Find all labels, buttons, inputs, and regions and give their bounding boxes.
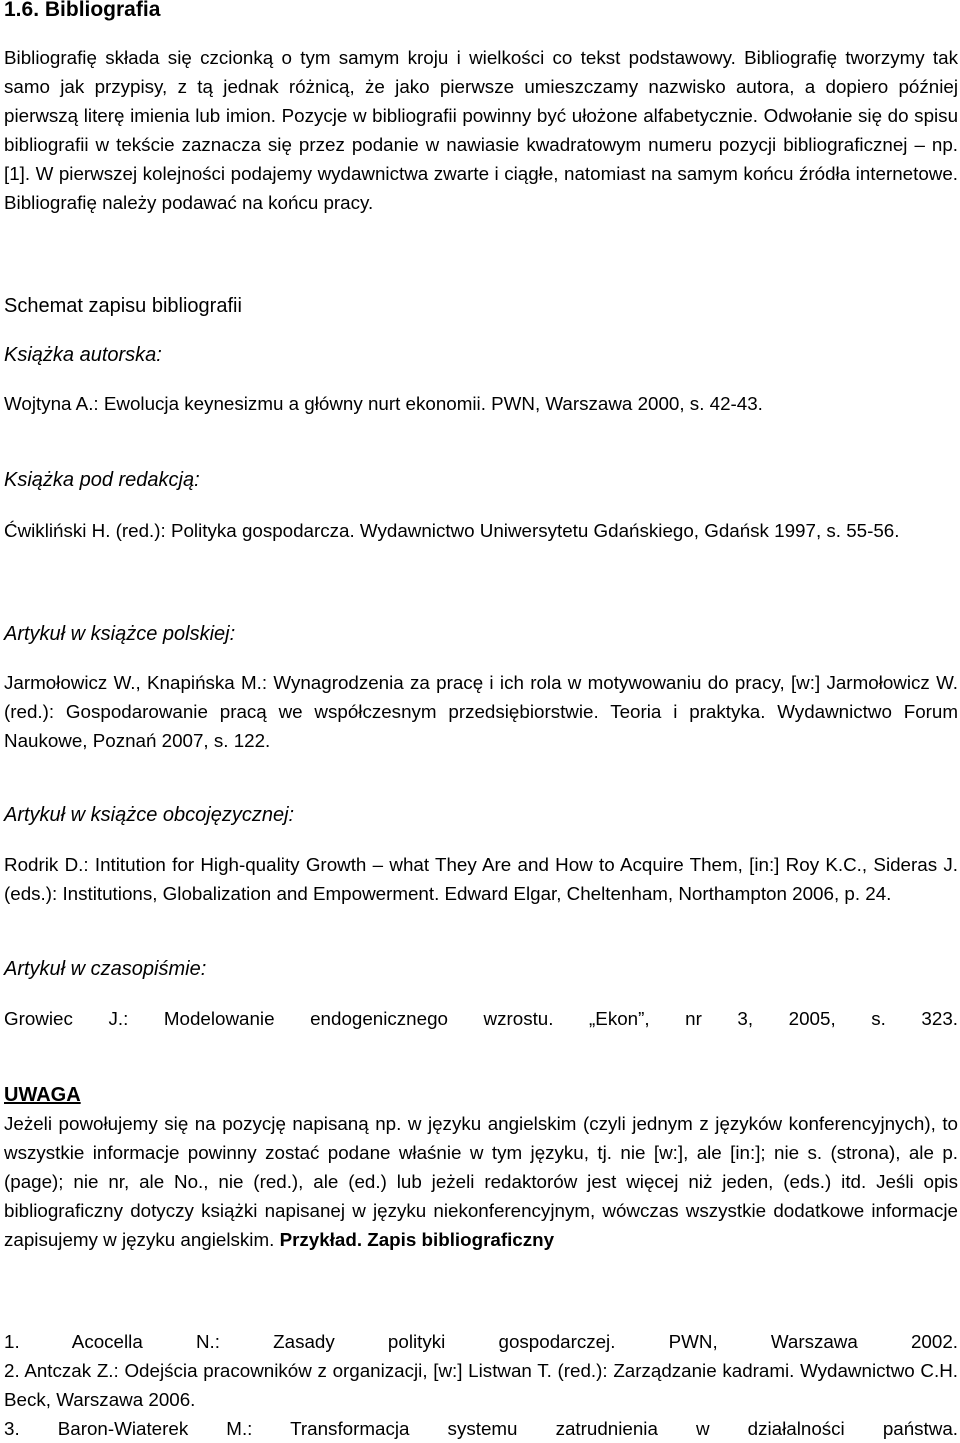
intro-text-part1: Bibliografię składa się czcionką o tym samym kroju i wielkości co tekst podstawowy. Bibliografię tworzymy tak samo jak przypisy, z tą jednak różnicą, że jako pierwsze umieszczamy nazwisko autora, a dopiero później pierwszą literę imienia lub imion. Pozycje w bibliografii powinny być ułożone xyxy=(4,47,958,126)
foreign-chapter-label: Artykuł w książce obcojęzycznej: xyxy=(4,804,295,826)
edited-book-label: Książka pod redakcją: xyxy=(4,469,200,491)
polish-chapter-entry: Jarmołowicz W., Knapińska M.: Wynagrodzenia za pracę i ich rola w motywowaniu do pracy, [w:] Jarmołowicz W. (red.): Gospodarowanie pracą we współczesnym przedsiębiorstwie. Teoria i praktyka. Wydawnictwo Forum Naukowe, Poznań 2007, s. 122. xyxy=(4,672,958,751)
list-item: 1. Acocella N.: Zasady polityki gospodarczej. PWN, Warszawa 2002. xyxy=(4,1331,958,1352)
example-bibliography-list xyxy=(4,1327,958,1443)
journal-article-entry: Growiec J.: Modelowanie endogenicznego wzrostu. „Ekon”, nr 3, 2005, s. 323. xyxy=(4,1008,958,1029)
schema-title: Schemat zapisu bibliografii xyxy=(4,295,242,317)
example-label: Przykład. xyxy=(279,1229,363,1250)
polish-chapter-label: Artykuł w książce polskiej: xyxy=(4,623,236,645)
intro-text-part2: alfabetycznie. Odwołanie się do spisu bibliografii w tekście zaznacza się przez podanie w nawiasie kwadratowym numeru pozycji bibliograficznej – np. [1]. W pierwszej kolejności podajemy wydawnictwa zwarte i ciągłe, natomiast na samym końcu źródła internetowe. Bibliografię należy podawać na końcu pracy. xyxy=(4,105,959,213)
authored-book-label: Książka autorska: xyxy=(4,344,162,366)
intro-paragraph xyxy=(4,43,958,217)
list-item: 2. Antczak Z.: Odejścia pracowników z organizacji, [w:] Listwan T. (red.): Zarządzanie kadrami. Wydawnictwo C.H. Beck, Warszawa 2006. xyxy=(4,1360,958,1410)
authored-book-entry: Wojtyna A.: Ewolucja keynesizmu a główny nurt ekonomii. PWN, Warszawa 2000, s. 42-43. xyxy=(4,393,763,414)
warning-text: Jeżeli powołujemy się na pozycję napisaną np. w języku angielskim (czyli jednym z języków konferencyjnych), to wszystkie informacje powinny zostać podane właśnie w tym języku, tj. nie [w:], ale [in:]; nie s. (strona), ale p. (page); nie nr, ale No., nie (red.), ale (ed.) lub jeżeli redaktorów jest więcej niż jeden, (eds.) itd. Jeśli opis bibliograficzny dotyczy książki napisanej w języku niekonferencyjnym, wówczas wszystkie dodatkowe informacje zapisujemy w języku angielskim. xyxy=(4,1113,958,1250)
section-heading: 1.6. Bibliografia xyxy=(4,0,161,21)
foreign-chapter-entry: Rodrik D.: Intitution for High-quality Growth – what They Are and How to Acquire Them, [in:] Roy K.C., Sideras J. (eds.): Institutions, Globalization and Empowerment. Edward Elgar, Cheltenham, Northampton 2006, p. 24. xyxy=(4,854,958,904)
edited-book-entry: Ćwikliński H. (red.): Polityka gospodarcza. Wydawnictwo Uniwersytetu Gdańskiego, Gdańsk 1997, s. 55-56. xyxy=(4,520,900,541)
example-title: Zapis bibliograficzny xyxy=(367,1229,555,1250)
warning-paragraph xyxy=(4,1109,958,1254)
list-item: 3. Baron-Wiaterek M.: Transformacja systemu zatrudnienia w działalności państwa. xyxy=(4,1418,958,1439)
warning-title: UWAGA xyxy=(4,1084,81,1106)
journal-article-label: Artykuł w czasopiśmie: xyxy=(4,958,207,980)
